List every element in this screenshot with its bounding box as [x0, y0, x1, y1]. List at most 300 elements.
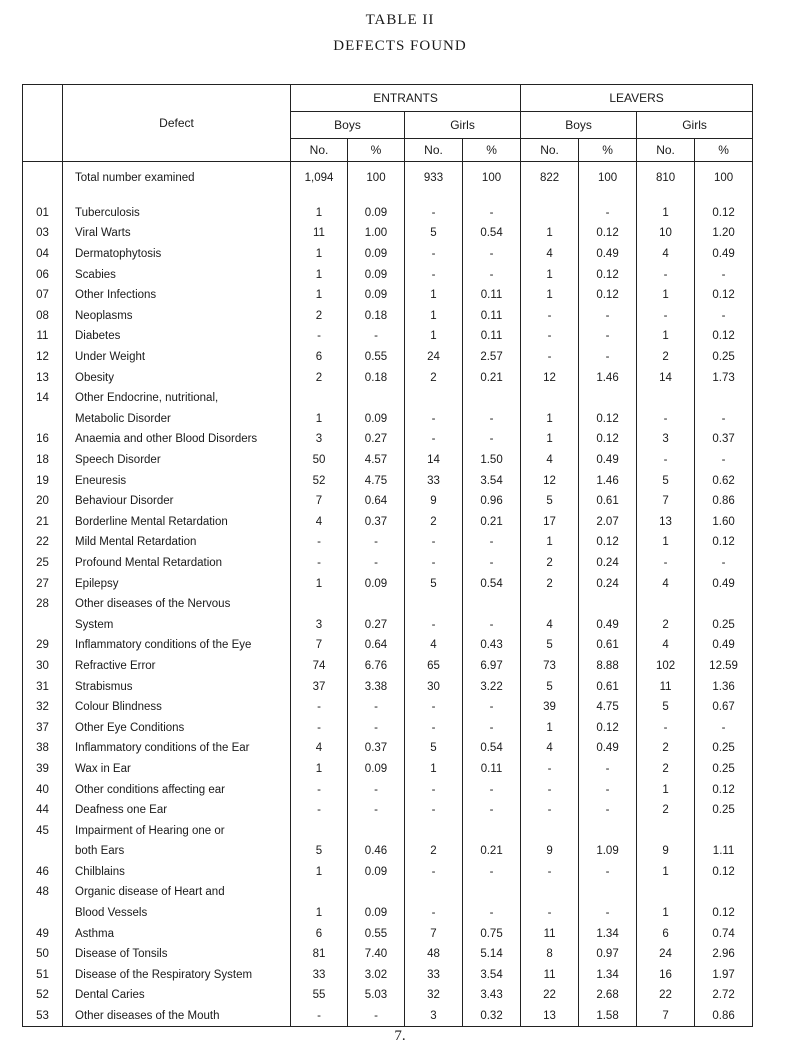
row-value: 11 [637, 676, 695, 697]
row-value: - [463, 553, 521, 574]
row-value: 3 [291, 614, 348, 635]
leavers-header: LEAVERS [521, 85, 753, 112]
row-value: 1 [637, 903, 695, 924]
table-row [23, 717, 753, 738]
table-row [23, 779, 753, 800]
total-row [23, 162, 753, 189]
row-value: - [291, 697, 348, 718]
row-value: 0.12 [695, 326, 753, 347]
row-defect: Obesity [63, 367, 291, 388]
table-row [23, 697, 753, 718]
row-defect: Colour Blindness [63, 697, 291, 718]
row-code: 49 [23, 923, 63, 944]
row-value: 4 [521, 450, 579, 471]
row-value: 39 [521, 697, 579, 718]
row-value: 22 [637, 985, 695, 1006]
row-value: 0.25 [695, 800, 753, 821]
total-value: 822 [521, 162, 579, 189]
row-value: 0.32 [463, 1006, 521, 1027]
row-value [521, 820, 579, 841]
row-defect: Deafness one Ear [63, 800, 291, 821]
row-code: 20 [23, 491, 63, 512]
row-value: 0.12 [695, 903, 753, 924]
row-value: 0.55 [348, 347, 405, 368]
row-value: 4 [637, 573, 695, 594]
table-row [23, 656, 753, 677]
total-value: 1,094 [291, 162, 348, 189]
col-pct-header: % [463, 139, 521, 162]
table-row [23, 367, 753, 388]
row-value: 2 [291, 367, 348, 388]
row-code: 13 [23, 367, 63, 388]
table-row [23, 594, 753, 615]
row-value: 0.49 [695, 635, 753, 656]
row-value: 4 [637, 244, 695, 265]
row-code: 51 [23, 965, 63, 986]
row-code: 16 [23, 429, 63, 450]
row-value: 0.67 [695, 697, 753, 718]
row-value: 74 [291, 656, 348, 677]
row-value: 0.61 [579, 491, 637, 512]
row-value: 5 [521, 491, 579, 512]
row-value: 2.96 [695, 944, 753, 965]
row-value: 24 [405, 347, 463, 368]
row-value: 2 [637, 800, 695, 821]
table-row [23, 1006, 753, 1027]
row-value: 81 [291, 944, 348, 965]
row-value: 0.12 [695, 285, 753, 306]
row-value [463, 594, 521, 615]
row-value: 6 [291, 347, 348, 368]
table-row [23, 223, 753, 244]
row-value: - [579, 326, 637, 347]
row-value: - [521, 347, 579, 368]
row-value: 0.21 [463, 841, 521, 862]
total-value: 100 [463, 162, 521, 189]
table-label: TABLE II [365, 12, 435, 28]
row-value: - [463, 903, 521, 924]
row-defect: Tuberculosis [63, 203, 291, 224]
row-value: - [291, 1006, 348, 1027]
row-value: 0.21 [463, 367, 521, 388]
row-code: 19 [23, 470, 63, 491]
row-defect: both Ears [63, 841, 291, 862]
row-value: - [579, 306, 637, 327]
table-row [23, 512, 753, 533]
row-code: 27 [23, 573, 63, 594]
leavers-boys-header: Boys [521, 112, 637, 139]
row-defect: Refractive Error [63, 656, 291, 677]
row-value: 0.61 [579, 676, 637, 697]
row-value: 1.36 [695, 676, 753, 697]
row-code [23, 614, 63, 635]
row-code: 45 [23, 820, 63, 841]
row-value: - [579, 903, 637, 924]
row-value: 0.54 [463, 223, 521, 244]
row-defect: Wax in Ear [63, 759, 291, 780]
table-row [23, 264, 753, 285]
row-code: 32 [23, 697, 63, 718]
row-value: 3 [291, 429, 348, 450]
row-code: 04 [23, 244, 63, 265]
row-value: - [695, 717, 753, 738]
row-value: 1.58 [579, 1006, 637, 1027]
row-defect: Disease of Tonsils [63, 944, 291, 965]
row-value: 2 [637, 347, 695, 368]
row-value: 0.27 [348, 429, 405, 450]
row-value: - [579, 800, 637, 821]
row-value: 1 [521, 409, 579, 430]
row-value: 4 [291, 512, 348, 533]
row-value: 65 [405, 656, 463, 677]
row-value [695, 594, 753, 615]
row-value: 2 [637, 738, 695, 759]
row-value: 12 [521, 367, 579, 388]
row-value: 7 [637, 1006, 695, 1027]
row-value: - [637, 717, 695, 738]
row-value: 1 [521, 532, 579, 553]
row-defect: Eneuresis [63, 470, 291, 491]
row-value: 1 [291, 203, 348, 224]
table-row [23, 347, 753, 368]
row-value: - [521, 862, 579, 883]
row-value: 0.24 [579, 573, 637, 594]
row-value: 22 [521, 985, 579, 1006]
row-value: 0.09 [348, 409, 405, 430]
row-value: - [348, 717, 405, 738]
row-value: - [521, 326, 579, 347]
row-value: 33 [405, 965, 463, 986]
row-code: 07 [23, 285, 63, 306]
row-value: 7 [291, 635, 348, 656]
table-header [23, 85, 753, 162]
row-code: 14 [23, 388, 63, 409]
row-value: 1.46 [579, 470, 637, 491]
row-value: 5 [521, 676, 579, 697]
row-value: 0.25 [695, 614, 753, 635]
table-title: DEFECTS FOUND [333, 38, 467, 54]
row-value: 1 [291, 903, 348, 924]
row-defect: System [63, 614, 291, 635]
row-value: 8.88 [579, 656, 637, 677]
row-code: 01 [23, 203, 63, 224]
row-value: 7 [405, 923, 463, 944]
row-defect: Chilblains [63, 862, 291, 883]
defects-table-container [22, 84, 752, 1027]
row-value [463, 882, 521, 903]
row-value: 4 [521, 244, 579, 265]
row-value: 1 [521, 429, 579, 450]
row-value: 0.12 [579, 409, 637, 430]
row-value: 30 [405, 676, 463, 697]
row-value [463, 820, 521, 841]
row-defect: Other Endocrine, nutritional, [63, 388, 291, 409]
row-value: 7.40 [348, 944, 405, 965]
row-value: 0.96 [463, 491, 521, 512]
row-value: 0.54 [463, 738, 521, 759]
total-value: 100 [348, 162, 405, 189]
row-value: 0.37 [695, 429, 753, 450]
row-defect: Speech Disorder [63, 450, 291, 471]
row-code: 46 [23, 862, 63, 883]
row-value: - [405, 862, 463, 883]
row-value [405, 820, 463, 841]
col-no-header: No. [405, 139, 463, 162]
row-value: 14 [405, 450, 463, 471]
row-value: 5 [291, 841, 348, 862]
row-value: - [579, 347, 637, 368]
row-value: 3.02 [348, 965, 405, 986]
row-value: - [521, 306, 579, 327]
row-value: 0.12 [695, 532, 753, 553]
row-value: 2 [637, 614, 695, 635]
row-value [637, 594, 695, 615]
col-pct-header: % [695, 139, 753, 162]
row-value: 6 [637, 923, 695, 944]
row-code: 29 [23, 635, 63, 656]
row-code: 37 [23, 717, 63, 738]
row-value: 1 [291, 244, 348, 265]
row-value: 2 [405, 841, 463, 862]
row-value: 17 [521, 512, 579, 533]
entrants-girls-header: Girls [405, 112, 521, 139]
row-defect: Viral Warts [63, 223, 291, 244]
row-value: 33 [405, 470, 463, 491]
row-value: - [405, 532, 463, 553]
row-value: 1.20 [695, 223, 753, 244]
row-defect: Mild Mental Retardation [63, 532, 291, 553]
table-row [23, 882, 753, 903]
row-value: 0.49 [579, 244, 637, 265]
row-value: 10 [637, 223, 695, 244]
row-value [291, 820, 348, 841]
row-value: 1 [405, 285, 463, 306]
row-code: 50 [23, 944, 63, 965]
row-value: - [695, 450, 753, 471]
row-value: 0.25 [695, 759, 753, 780]
row-value: - [579, 779, 637, 800]
row-code: 21 [23, 512, 63, 533]
row-value: 5 [405, 738, 463, 759]
row-value: 5 [637, 470, 695, 491]
table-row [23, 738, 753, 759]
row-value: 6 [291, 923, 348, 944]
table-row [23, 820, 753, 841]
row-value: 0.37 [348, 738, 405, 759]
table-row [23, 635, 753, 656]
total-code-cell [23, 162, 63, 189]
table-row [23, 491, 753, 512]
row-value: 0.49 [579, 614, 637, 635]
row-value: 0.12 [695, 779, 753, 800]
table-row [23, 841, 753, 862]
row-code: 40 [23, 779, 63, 800]
table-row [23, 614, 753, 635]
row-defect: Anaemia and other Blood Disorders [63, 429, 291, 450]
row-value: 3.22 [463, 676, 521, 697]
row-value: - [291, 800, 348, 821]
row-value: 0.12 [579, 264, 637, 285]
row-value: 24 [637, 944, 695, 965]
table-row [23, 985, 753, 1006]
row-value: - [405, 244, 463, 265]
row-value: 0.62 [695, 470, 753, 491]
row-value: 50 [291, 450, 348, 471]
row-code: 48 [23, 882, 63, 903]
row-value: 4 [521, 614, 579, 635]
row-value: 0.27 [348, 614, 405, 635]
row-value: 2.57 [463, 347, 521, 368]
row-value: 0.24 [579, 553, 637, 574]
row-code: 03 [23, 223, 63, 244]
row-value: 0.12 [695, 203, 753, 224]
table-row [23, 450, 753, 471]
row-code: 44 [23, 800, 63, 821]
row-value: 0.61 [579, 635, 637, 656]
row-value [521, 388, 579, 409]
row-value: 0.09 [348, 573, 405, 594]
row-value: 2 [637, 759, 695, 780]
table-row [23, 759, 753, 780]
row-defect: Dermatophytosis [63, 244, 291, 265]
row-value: - [405, 717, 463, 738]
table-row [23, 573, 753, 594]
row-value: 0.12 [579, 223, 637, 244]
row-value: 1.97 [695, 965, 753, 986]
row-value: 52 [291, 470, 348, 491]
row-value: 2 [521, 553, 579, 574]
row-value [405, 594, 463, 615]
row-defect: Other diseases of the Nervous [63, 594, 291, 615]
row-code: 52 [23, 985, 63, 1006]
row-value: 1.09 [579, 841, 637, 862]
row-defect: Behaviour Disorder [63, 491, 291, 512]
row-value [291, 388, 348, 409]
row-value: 1 [291, 409, 348, 430]
table-row [23, 676, 753, 697]
row-value: 0.25 [695, 347, 753, 368]
row-value: 0.18 [348, 306, 405, 327]
row-value: - [637, 409, 695, 430]
row-value: 1 [521, 285, 579, 306]
row-value: 5.03 [348, 985, 405, 1006]
total-value: 810 [637, 162, 695, 189]
row-value: 5 [521, 635, 579, 656]
row-value: 0.74 [695, 923, 753, 944]
row-value: - [695, 306, 753, 327]
row-value: - [348, 326, 405, 347]
row-value: - [521, 800, 579, 821]
row-defect: Organic disease of Heart and [63, 882, 291, 903]
row-defect: Impairment of Hearing one or [63, 820, 291, 841]
row-value: 0.09 [348, 285, 405, 306]
row-value: 11 [521, 923, 579, 944]
row-value: 12.59 [695, 656, 753, 677]
row-value: 4 [291, 738, 348, 759]
row-value: 0.86 [695, 1006, 753, 1027]
row-value: 14 [637, 367, 695, 388]
total-value: 100 [579, 162, 637, 189]
table-row [23, 965, 753, 986]
row-value: 7 [291, 491, 348, 512]
row-value: 2.07 [579, 512, 637, 533]
row-code [23, 903, 63, 924]
row-value: 1 [637, 285, 695, 306]
row-value: - [579, 862, 637, 883]
row-value: 1 [405, 326, 463, 347]
row-value: 1.60 [695, 512, 753, 533]
row-value: 4 [637, 635, 695, 656]
row-code: 11 [23, 326, 63, 347]
row-value [637, 388, 695, 409]
table-row [23, 244, 753, 265]
row-value [637, 820, 695, 841]
row-value: 0.49 [695, 244, 753, 265]
row-value: - [637, 553, 695, 574]
row-value: 11 [521, 965, 579, 986]
row-value: 6.97 [463, 656, 521, 677]
row-value: 1 [637, 862, 695, 883]
row-value: 1.46 [579, 367, 637, 388]
row-value: 2.68 [579, 985, 637, 1006]
row-code [23, 841, 63, 862]
row-value: 1 [637, 532, 695, 553]
row-value: - [463, 614, 521, 635]
row-value: 0.21 [463, 512, 521, 533]
row-value: - [291, 717, 348, 738]
row-value: 0.11 [463, 326, 521, 347]
row-code: 30 [23, 656, 63, 677]
row-value: - [405, 697, 463, 718]
row-code: 12 [23, 347, 63, 368]
table-row [23, 903, 753, 924]
row-defect: Dental Caries [63, 985, 291, 1006]
col-no-header: No. [521, 139, 579, 162]
row-value: 4.75 [348, 470, 405, 491]
table-body [23, 162, 753, 1027]
row-value: - [463, 264, 521, 285]
row-value: 4.57 [348, 450, 405, 471]
row-value: - [291, 553, 348, 574]
col-no-header: No. [291, 139, 348, 162]
row-defect: Disease of the Respiratory System [63, 965, 291, 986]
row-value: 5.14 [463, 944, 521, 965]
row-value: 13 [521, 1006, 579, 1027]
row-defect: Diabetes [63, 326, 291, 347]
total-value: 933 [405, 162, 463, 189]
table-row [23, 306, 753, 327]
row-value: 3.43 [463, 985, 521, 1006]
row-value: 1 [405, 306, 463, 327]
row-value [695, 388, 753, 409]
row-value: 0.49 [695, 573, 753, 594]
row-value: 0.09 [348, 759, 405, 780]
row-value [405, 388, 463, 409]
row-value: 1 [291, 264, 348, 285]
row-value [637, 882, 695, 903]
row-value: 0.09 [348, 903, 405, 924]
table-row [23, 285, 753, 306]
table-row [23, 532, 753, 553]
row-value: 1 [521, 264, 579, 285]
row-defect: Epilepsy [63, 573, 291, 594]
row-value: 0.11 [463, 759, 521, 780]
row-value: 1 [521, 223, 579, 244]
spacer-row [23, 189, 753, 203]
row-value: - [463, 800, 521, 821]
row-value [348, 882, 405, 903]
row-value: 3 [405, 1006, 463, 1027]
